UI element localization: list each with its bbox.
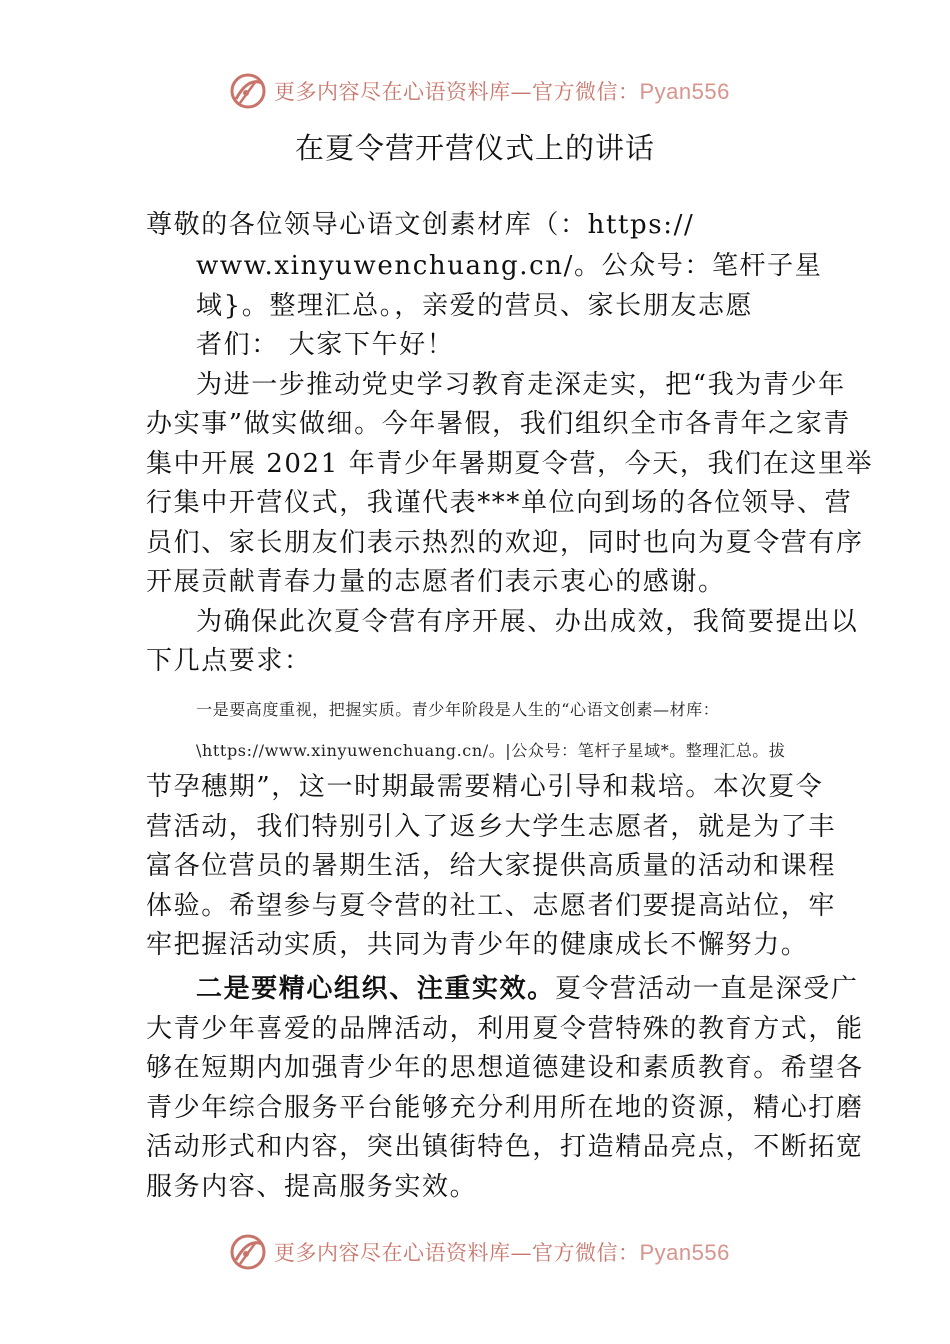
paragraph-line: 节孕穗期”，这一时期最需要精心引导和栽培。本次夏令 xyxy=(146,772,824,802)
point2-lead: 二是要精心组织、注重实效。 xyxy=(196,974,555,1004)
watermark-banner-bottom xyxy=(226,1229,746,1275)
logo-icon xyxy=(226,1230,270,1274)
watermark-wechat: Pyan556 xyxy=(639,1240,730,1265)
paragraph-line: 集中开展 2021 年青少年暑期夏令营，今天，我们在这里举 xyxy=(146,449,874,479)
paragraph-line: 行集中开营仪式，我谨代表***单位向到场的各位领导、营 xyxy=(146,488,853,518)
salutation-line: 域}。整理汇总。，亲爱的营员、家长朋友志愿 xyxy=(196,291,754,321)
paragraph-line: 牢把握活动实质，共同为青少年的健康成长不懈努力。 xyxy=(146,930,809,960)
document-title: 在夏令营开营仪式上的讲话 xyxy=(294,131,655,165)
small-print-line: 一是要高度重视，把握实质。青少年阶段是人生的“心语文创素—材库： xyxy=(196,700,720,719)
paragraph-line: 大青少年喜爱的品牌活动，利用夏令营特殊的教育方式，能 xyxy=(146,1014,864,1044)
paragraph-line: 为确保此次夏令营有序开展、办出成效，我简要提出以 xyxy=(196,607,859,637)
paragraph-line: 员们、家长朋友们表示热烈的欢迎，同时也向为夏令营有序 xyxy=(146,528,864,558)
salutation-line: www.xinyuwenchuang.cn/。公众号：笔杆子星 xyxy=(196,251,823,281)
watermark-wechat: Pyan556 xyxy=(639,79,730,104)
paragraph-line: 为进一步推动党史学习教育走深走实，把“我为青少年 xyxy=(196,370,846,400)
paragraph-line: 服务内容、提高服务实效。 xyxy=(146,1172,478,1202)
small-print-line: \https://www.xinyuwenchuang.cn/。|公众号：笔杆子星域*。整理汇总。拔 xyxy=(196,741,786,760)
paragraph-line: 办实事”做实做细。今年暑假，我们组织全市各青年之家青 xyxy=(146,409,851,439)
paragraph-line: 下几点要求： xyxy=(146,646,312,676)
paragraph-line xyxy=(196,968,858,1005)
watermark-text: 更多内容尽在心语资料库—官方微信： xyxy=(274,80,640,104)
watermark-banner-top xyxy=(226,68,746,114)
point2-text: 夏令营活动一直是深受广 xyxy=(554,974,859,1004)
paragraph-line: 开展贡献青春力量的志愿者们表示衷心的感谢。 xyxy=(146,567,726,597)
salutation-line: 者们： 大家下午好！ xyxy=(196,330,455,360)
paragraph-line: 够在短期内加强青少年的思想道德建设和素质教育。希望各 xyxy=(146,1053,864,1083)
paragraph-line: 青少年综合服务平台能够充分利用所在地的资源，精心打磨 xyxy=(146,1093,864,1123)
paragraph-line: 活动形式和内容，突出镇街特色，打造精品亮点，不断拓宽 xyxy=(146,1132,864,1162)
paragraph-line: 营活动，我们特别引入了返乡大学生志愿者，就是为了丰 xyxy=(146,812,837,842)
paragraph-line: 体验。希望参与夏令营的社工、志愿者们要提高站位，牢 xyxy=(146,891,837,921)
watermark-text: 更多内容尽在心语资料库—官方微信： xyxy=(274,1241,640,1265)
salutation-line: 尊敬的各位领导心语文创素材库（：https:// xyxy=(146,210,695,240)
paragraph-line: 富各位营员的暑期生活，给大家提供高质量的活动和课程 xyxy=(146,851,837,881)
logo-icon xyxy=(226,69,270,113)
